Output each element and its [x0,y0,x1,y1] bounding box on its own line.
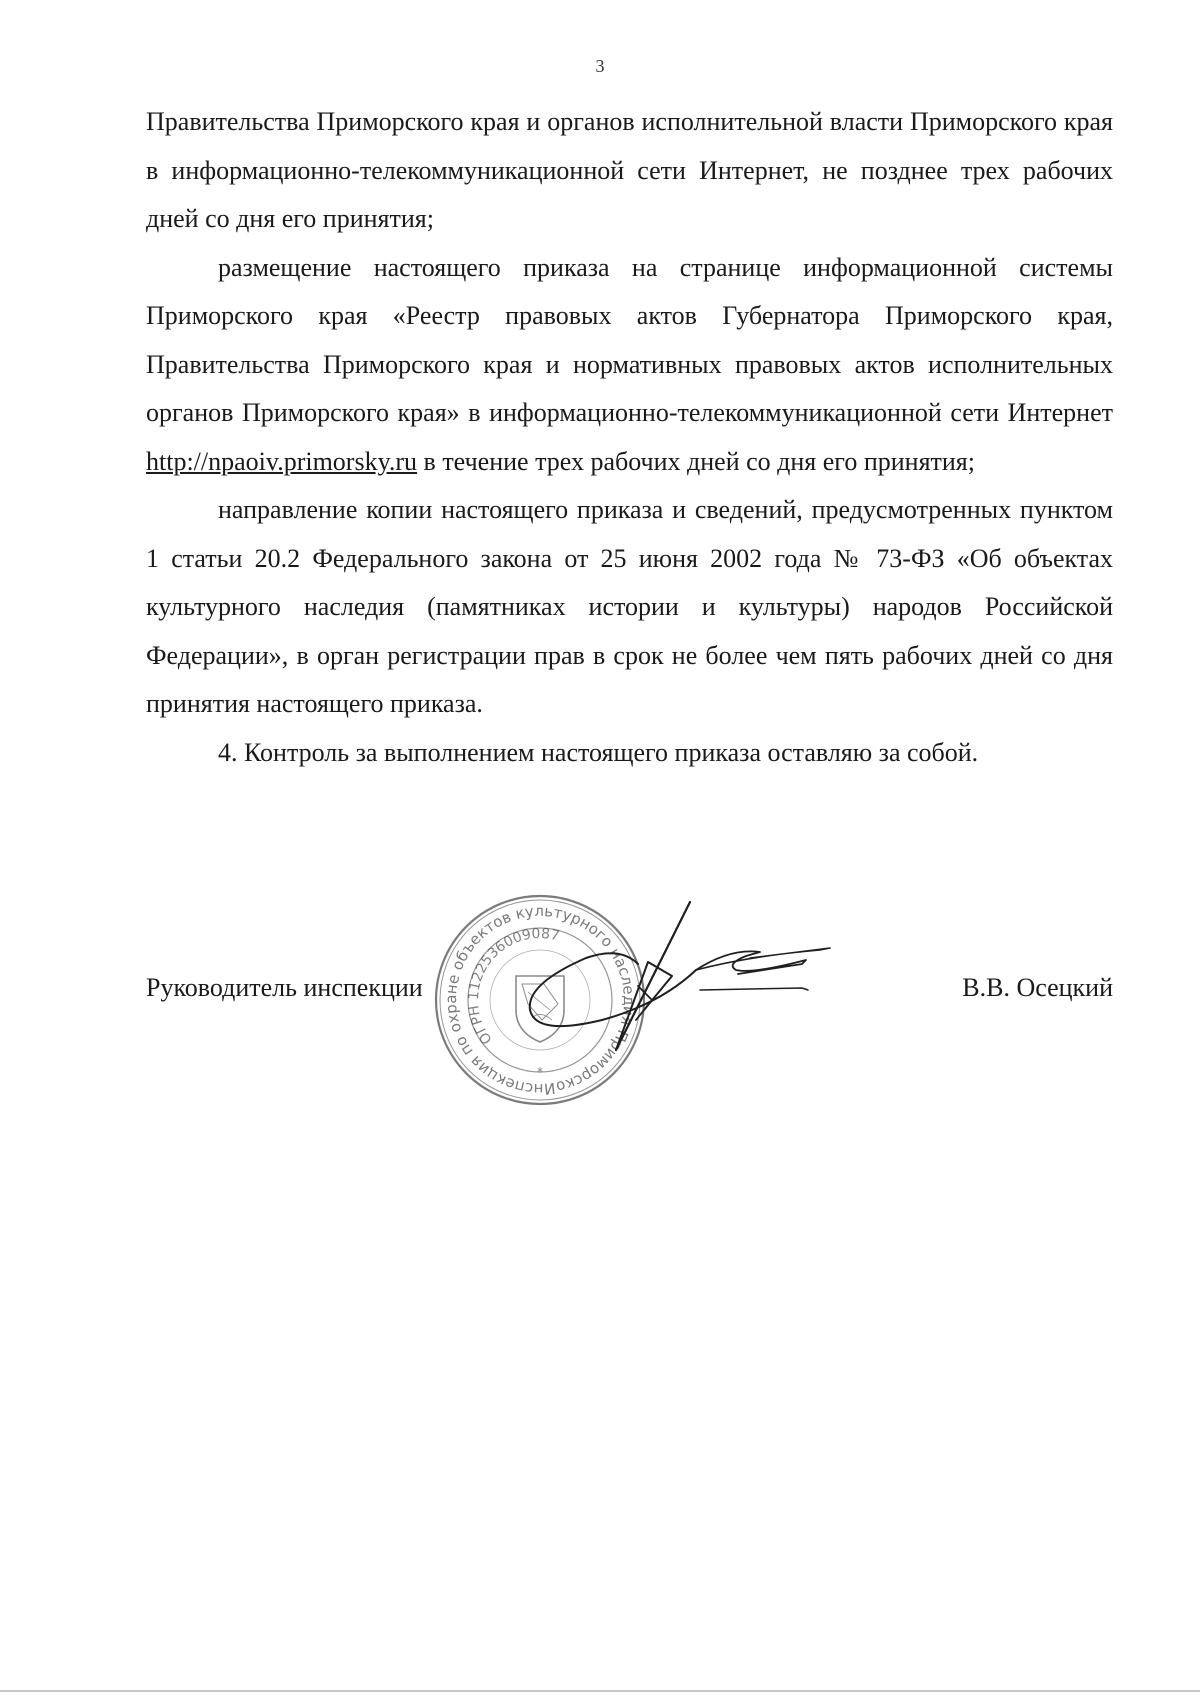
signatory-position: Руководитель инспекции [146,973,423,1002]
paragraph-publication-tail: в течение трех рабочих дней со дня его принятия; [417,446,975,476]
registry-link[interactable]: http://npaoiv.primorsky.ru [146,446,418,476]
handwritten-signature [520,900,900,1070]
paragraph-copy-direction: направление копии настоящего приказа и сведений, предусмотренных пунктом 1 статьи 20.2 Федерального закона от 25 июня 2002 года № 73-ФЗ «Об объектах культурного наследия (памятниках истории и культуры) народов Российской Федерации», в орган регистрации прав в срок не более чем пять рабочих дней со дня принятия настоящего приказа. [146,495,1113,718]
paragraph-publication [146,244,1113,487]
paragraph-publication-text: размещение настоящего приказа на странице информационной системы Приморского края «Реестр правовых актов Губернатора Приморского края, Правительства Приморского края и нормативных правовых актов исполнительных органов Приморского края» в информационно-телекоммуникационной сети Интернет [146,252,1113,427]
signatory-name: В.В. Осецкий [962,973,1113,1002]
svg-text:*: * [537,1065,543,1079]
page-number: 3 [595,56,605,76]
seal-ogrn-text: ОГРН 1122536009087 [465,925,562,1047]
scan-edge-line [0,1690,1200,1692]
paragraph-control: 4. Контроль за выполнением настоящего приказа оставляю за собой. [218,737,979,767]
document-body [146,98,1113,777]
paragraph-continuation: Правительства Приморского края и органов исполнительной власти Приморского края в информационно-телекоммуникационной сети Интернет, не позднее трех рабочих дней со дня его принятия; [146,107,1113,233]
seal-outer-text: Инспекция по охране объектов культурного наследия Приморского [441,901,639,1099]
